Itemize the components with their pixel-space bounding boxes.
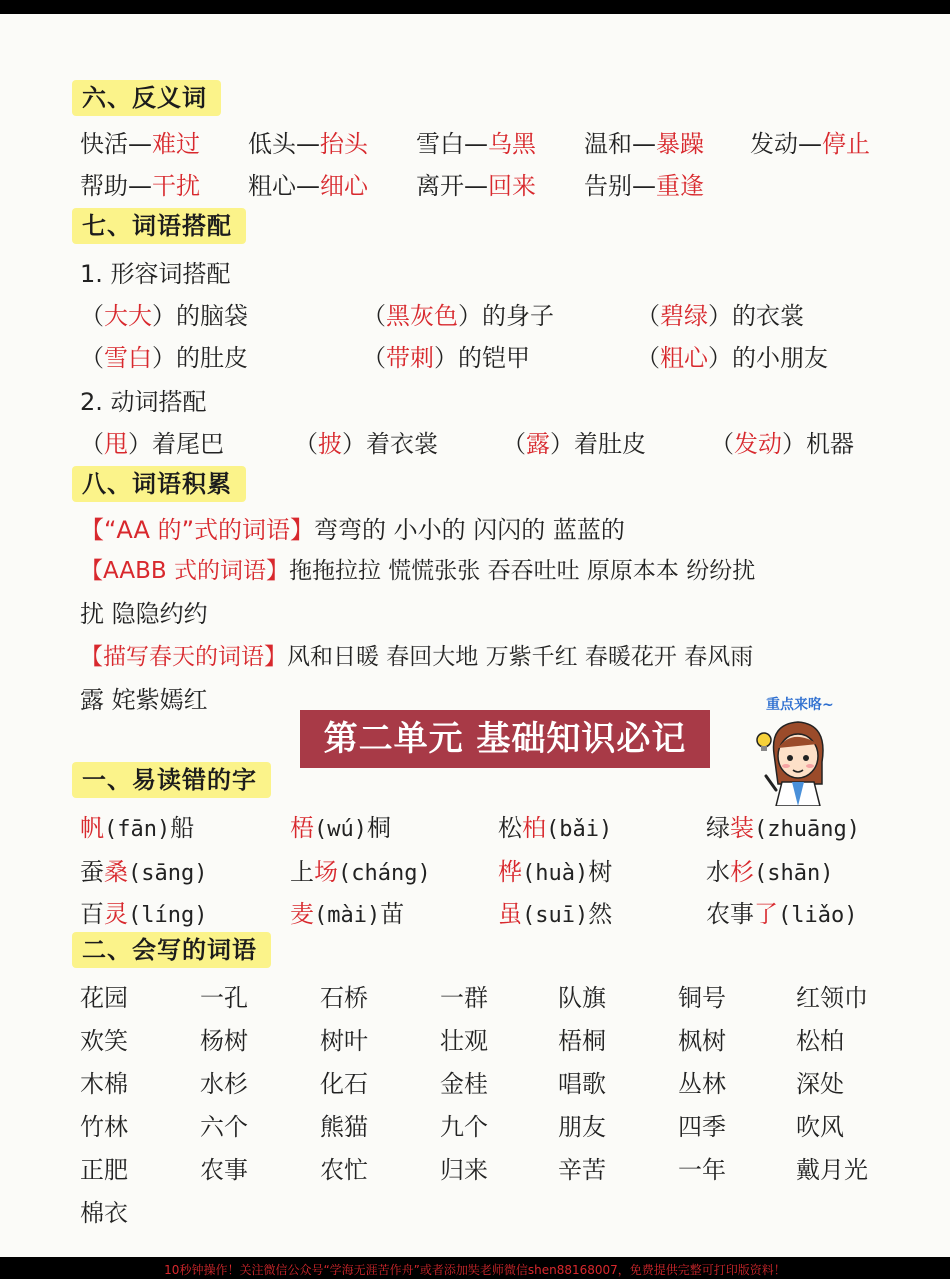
spring-words-line: 【描写春天的词语】风和日暖 春回大地 万紫千红 春暖花开 春风雨 [80,644,754,670]
aa-words-line: 【“AA 的”式的词语】弯弯的 小小的 闪闪的 蓝蓝的 [80,516,625,544]
word-item: 杨树 [200,1027,248,1055]
document-page: 六、反义词 快活—难过 低头—抬头 雪白—乌黑 温和—暴躁 发动—停止 帮助—干扰 粗心—细心 离开—回来 告别—重逢 七、词语搭配 1. 形容词搭配 （大大）的脑袋 （黑灰色）的身子 （碧绿）的衣裳 （雪白）的肚皮 （带刺）的铠甲 （粗心）的小朋友 2. 动词搭配 （甩）着尾巴 （披）着衣裳 （露）着肚皮 （发动）机器 八、词语积累 【“AA 的”式的词语】弯弯的 小小的 闪闪的 蓝蓝的 【AABB 式的词语】拖拖拉拉 慌慌张张 吞吞吐吐 原原本本 纷纷扰 扰 隐隐约约 【描写春天的词语】风和日暖 春回大地 万紫千红 春暖花开 春风雨 露 姹紫嫣红 第二单元 基础知识必记 重点来咯~ 一、易读错的字 帆(fān)船 梧(wú)桐 松柏(bǎi) 绿装(zhuāng) 蚕桑(sāng) 上场(cháng) 桦(huà)树 水杉(shān) 百灵(líng) 麦(mài)苗 虽(suī)然 农事了(liǎo) 二、会写的词语 花园 一孔 石桥 一群 队旗 铜号 红领巾 欢笑 杨树 树叶 壮观 梧桐 枫树 松柏 木棉 水杉 化石 金桂 唱歌 丛林 深处 竹林 六个 熊猫 九个 朋友 四季 吹风 正肥 农事 农忙 归来 辛苦 一年 戴月光 棉衣 [0,14,950,1257]
aabb-words-cont: 扰 隐隐约约 [80,600,208,628]
word-item: 辛苦 [558,1156,606,1184]
lightbulb-icon [757,733,771,747]
word-item: 一孔 [200,984,248,1012]
word-item: 花园 [80,984,128,1012]
word-item: 吹风 [796,1113,844,1141]
spring-words-cont: 露 姹紫嫣红 [80,686,208,714]
word-item: 壮观 [440,1027,488,1055]
teacher-illustration [752,714,842,806]
misread-item: 桦(huà)树 [498,858,613,886]
misread-item: 帆(fān)船 [80,814,195,842]
word-item: 树叶 [320,1027,368,1055]
word-item: 石桥 [320,984,368,1012]
subheading-verb: 2. 动词搭配 [80,388,207,416]
word-item: 金桂 [440,1070,488,1098]
word-item: 农事 [200,1156,248,1184]
word-item: 队旗 [558,984,606,1012]
word-item: 枫树 [678,1027,726,1055]
word-item: 朋友 [558,1113,606,1141]
word-item: 一年 [678,1156,726,1184]
word-item: 九个 [440,1113,488,1141]
misread-item: 农事了(liǎo) [706,900,858,928]
subheading-adjective: 1. 形容词搭配 [80,260,231,288]
word-item: 木棉 [80,1070,128,1098]
word-item: 六个 [200,1113,248,1141]
misread-item: 百灵(líng) [80,900,208,928]
aabb-words-line: 【AABB 式的词语】拖拖拉拉 慌慌张张 吞吞吐吐 原原本本 纷纷扰 [80,558,756,584]
section-title-collocation: 七、词语搭配 [72,208,246,244]
word-item: 丛林 [678,1070,726,1098]
section-title-antonyms: 六、反义词 [72,80,221,116]
word-item: 归来 [440,1156,488,1184]
word-item: 水杉 [200,1070,248,1098]
misread-item: 梧(wú)桐 [290,814,391,842]
word-item: 深处 [796,1070,844,1098]
word-item: 熊猫 [320,1113,368,1141]
misread-item: 水杉(shān) [706,858,834,886]
misread-item: 麦(mài)苗 [290,900,405,928]
misread-item: 蚕桑(sāng) [80,858,208,886]
misread-item: 上场(cháng) [290,858,431,886]
word-item: 铜号 [678,984,726,1012]
word-item: 化石 [320,1070,368,1098]
word-item: 戴月光 [796,1156,868,1184]
word-item: 唱歌 [558,1070,606,1098]
word-item: 农忙 [320,1156,368,1184]
misread-item: 绿装(zhuāng) [706,814,860,842]
section-title-accumulation: 八、词语积累 [72,466,246,502]
footer-notice: 10秒钟操作！关注微信公众号“学海无涯苦作舟”或者添加奘老师微信shen88168007，免费提供完整可打印版资料！ [164,1263,786,1277]
word-item: 正肥 [80,1156,128,1184]
key-point-note: 重点来咯~ [766,697,834,713]
word-item: 梧桐 [558,1027,606,1055]
word-item: 红领巾 [796,984,868,1012]
word-item: 棉衣 [80,1199,128,1227]
word-item: 松柏 [796,1027,844,1055]
word-item: 一群 [440,984,488,1012]
word-item: 欢笑 [80,1027,128,1055]
section-title-writing-words: 二、会写的词语 [72,932,271,968]
word-item: 四季 [678,1113,726,1141]
unit-two-banner: 第二单元 基础知识必记 [300,710,710,768]
misread-item: 虽(suī)然 [498,900,613,928]
section-title-easy-misread: 一、易读错的字 [72,762,271,798]
misread-item: 松柏(bǎi) [498,814,613,842]
word-item: 竹林 [80,1113,128,1141]
